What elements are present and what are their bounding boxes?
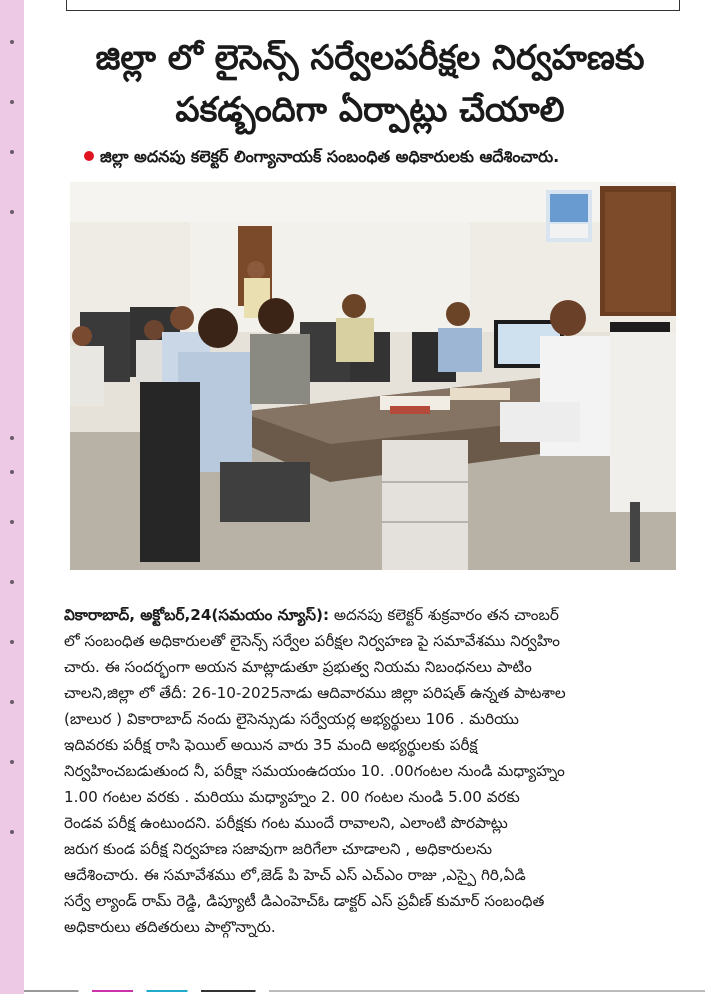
headline-line-2: పకడ్బందిగా ఏర్పాట్లు చేయాలి — [175, 90, 565, 130]
article-body — [64, 602, 694, 940]
margin-mark — [10, 830, 14, 834]
margin-mark — [10, 520, 14, 524]
article-line: రెండవ పరీక్ష ఉంటుందని. పరీక్షకు గంట ముందే రావాలని, ఎలాంటి పొరపాట్లు — [64, 814, 508, 832]
red-bullet-icon — [84, 151, 94, 161]
chair-white — [610, 332, 676, 512]
article-line: ఆదేశించారు. ఈ సమావేశము లో,జెడ్ పి హెచ్ ఎస్ ఎచ్ఎం రాజు ,ఎస్పై గిరి,ఏడి — [64, 866, 526, 884]
top-frame-rule — [66, 0, 680, 11]
margin-mark — [10, 100, 14, 104]
desk-drawers — [382, 440, 468, 570]
margin-mark — [10, 150, 14, 154]
article-line: చారు. ఈ సందర్భంగా అయన మాట్లాడుతూ ప్రభుత్వ నియమ నిబంధనలు పాటిం — [64, 658, 532, 676]
article-line: (బాలుర ) వికారాబాద్ నందు లైసెన్సుడు సర్వేయర్ల అభ్యర్థులు 106 . మరియు — [64, 710, 519, 728]
article-line: జరుగ కుండ పరీక్ష నిర్వహణ సజావుగా జరిగేలా చూడాలని , అధికారులను — [64, 840, 493, 858]
margin-mark — [10, 210, 14, 214]
article-line: లో సంబంధిత అధికారులతో లైసెన్స్ సర్వేల పరీక్షల నిర్వహణ పై సమావేశము నిర్వహిం — [64, 632, 560, 650]
margin-mark — [10, 436, 14, 440]
subheadline-text: జిల్లా అదనపు కలెక్టర్ లింగ్యానాయక్ సంబంధిత అధికారులకు ఆదేశించారు. — [100, 147, 560, 166]
bottom-color-rule — [24, 990, 705, 992]
subheadline — [84, 146, 694, 168]
article-line-first-rest: అదనపు కలెక్టర్ శుక్రవారం తన చాంబర్ — [329, 606, 559, 624]
margin-mark — [10, 640, 14, 644]
page-margin-strip — [0, 0, 24, 994]
headline-line-1: జిల్లా లో లైసెన్స్ సర్వేలపరీక్షల నిర్వహణకు — [95, 38, 645, 78]
margin-mark — [10, 580, 14, 584]
meeting-photo — [70, 182, 676, 570]
margin-mark — [10, 700, 14, 704]
dateline: వికారాబాద్, అక్టోబర్,24(సమయం న్యూస్): — [64, 606, 330, 624]
article-line: చాలని,జిల్లా లో తేదీ: 26-10-2025నాడు ఆదివారము జిల్లా పరిషత్ ఉన్నత పాటశాల — [64, 684, 566, 702]
article-line: 1.00 గంటల వరకు . మరియు మధ్యాహ్నం 2. 00 గంటల నుండి 5.00 వరకు — [64, 788, 520, 806]
margin-mark — [10, 470, 14, 474]
article-line: ఇదివరకు పరీక్ష రాసి ఫెయిల్ అయిన వారు 35 మంది అభ్యర్థులకు పరీక్ష — [64, 736, 478, 754]
article-line: అధికారులు తదితరులు పాల్గొన్నారు. — [64, 918, 276, 936]
article-line: సర్వే ల్యాండ్ రామ్ రెడ్డి, డిప్యూటీ డిఎంహెచ్ఓ డాక్టర్ ఎస్ ప్రవీణ్ కుమార్ సంబంధిత — [64, 892, 545, 910]
article-line: నిర్వహించబడుతుంద నీ, పరీక్షా సమయంఉదయం 10. .00గంటల నుండి మధ్యాహ్నం — [64, 762, 565, 780]
margin-mark — [10, 760, 14, 764]
margin-mark — [10, 40, 14, 44]
article-line-first — [64, 602, 694, 628]
